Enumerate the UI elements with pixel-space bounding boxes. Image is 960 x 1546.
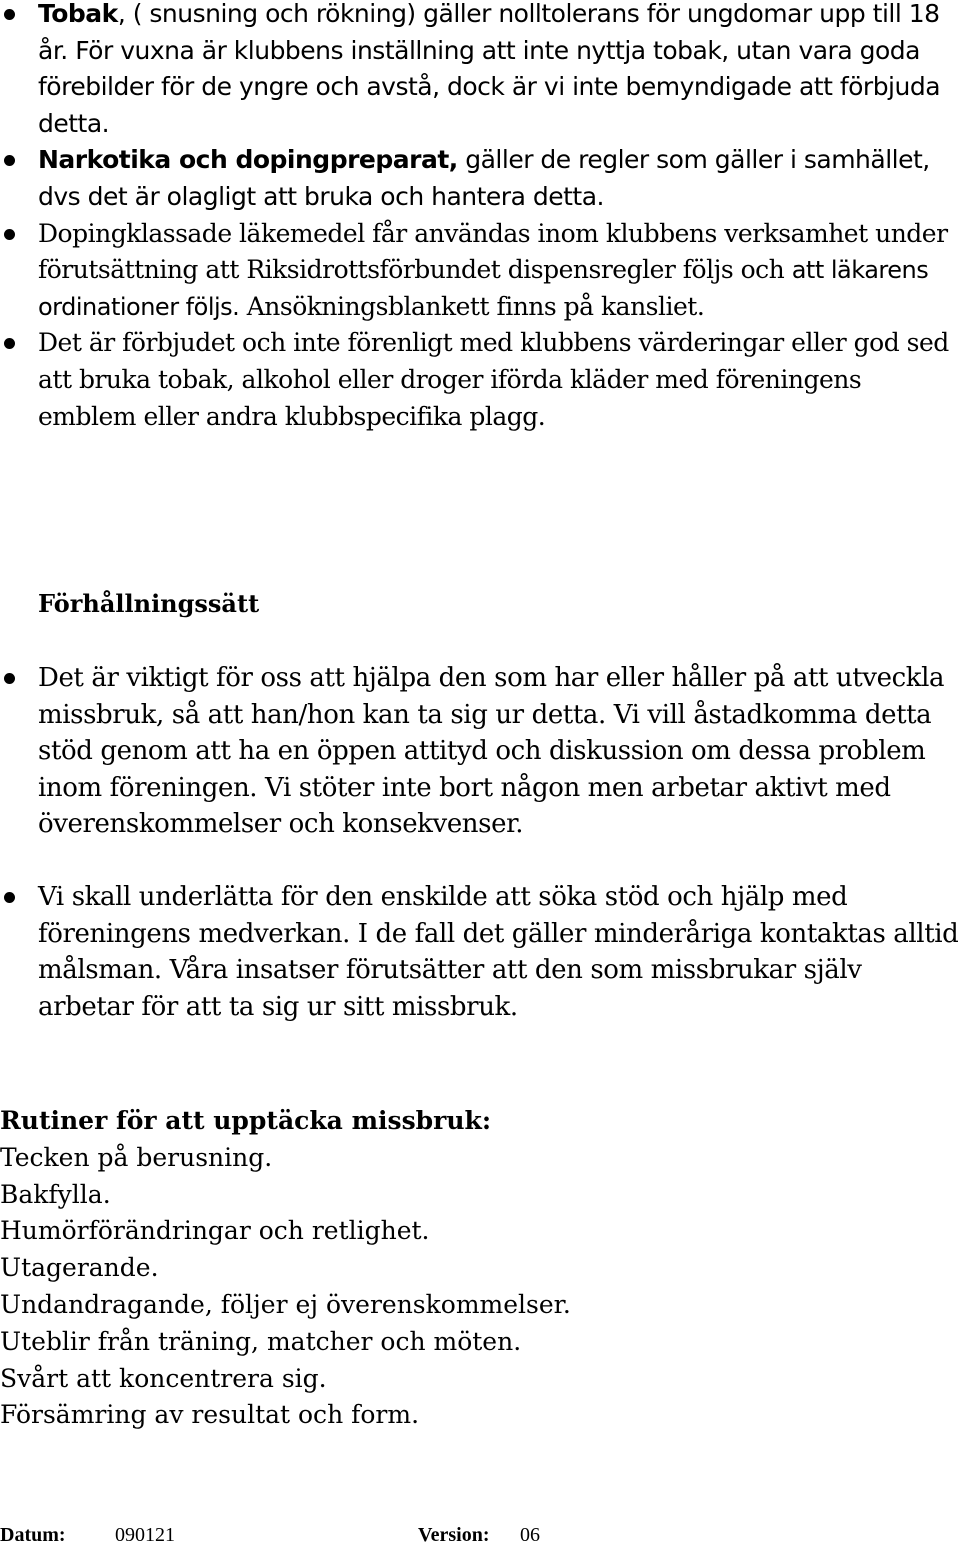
rule-item-dopingklassade	[0, 216, 960, 326]
routines-heading: Rutiner för att upptäcka missbruk:	[0, 1106, 492, 1135]
rule-item-narkotika	[0, 142, 960, 215]
version-label: Version:	[418, 1524, 490, 1546]
approach-item	[0, 879, 960, 1025]
routine-line: Svårt att koncentrera sig.	[0, 1363, 327, 1393]
bullet-icon	[4, 892, 15, 903]
approach-text: Det är viktigt för oss att hjälpa den som har eller håller på att utveckla missbruk, så att han/hon kan ta sig ur detta. Vi vill åstadkomma detta stöd genom att ha en öppen attityd och diskussion om dessa problem inom föreningen. Vi stöter inte bort någon men arbetar aktivt med överenskommelser och konsekvenser.	[38, 663, 945, 840]
bullet-icon	[4, 155, 15, 166]
rule-lead: Tobak	[38, 0, 118, 28]
routine-line: Humörförändringar och retlighet.	[0, 1216, 430, 1246]
date-label: Datum:	[0, 1524, 66, 1546]
rule-text-sans: att läkarens ordinationer följs.	[38, 256, 929, 321]
routine-line: Undandragande, följer ej överenskommelser.	[0, 1289, 571, 1319]
rule-text: Dopingklassade läkemedel får användas inom klubbens verksamhet under förutsättning att Riksidrottsförbundet dispensregler följs och	[38, 218, 948, 285]
approach-text: Vi skall underlätta för den enskilde att söka stöd och hjälp med föreningens medverkan. I de fall det gäller minderåriga kontaktas alltid målsman. Våra insatser förutsätter att den som missbrukar själv arbetar för att ta sig ur sitt missbruk.	[38, 881, 959, 1022]
rule-lead: Narkotika och dopingpreparat,	[38, 145, 458, 175]
rule-item-forbjudet	[0, 325, 960, 435]
routine-line: Utagerande.	[0, 1253, 159, 1283]
approach-item	[0, 660, 960, 843]
approach-heading: Förhållningssätt	[38, 589, 260, 618]
rule-text-end: Ansökningsblankett finns på kansliet.	[239, 291, 705, 321]
routine-line: Bakfylla.	[0, 1179, 111, 1209]
bullet-icon	[4, 338, 15, 349]
version-value: 06	[520, 1524, 540, 1546]
approach-list	[0, 660, 960, 1025]
bullet-icon	[4, 673, 15, 684]
rule-text: Det är förbjudet och inte förenligt med klubbens värderingar eller god sed att bruka tobak, alkohol eller droger iförda kläder med föreningens emblem eller andra klubbspecifika plagg.	[38, 328, 949, 431]
routine-line: Tecken på berusning.	[0, 1142, 273, 1172]
bullet-icon	[4, 9, 15, 20]
routine-line: Försämring av resultat och form.	[0, 1400, 420, 1430]
routines-section	[0, 1103, 960, 1434]
rule-item-tobak	[0, 0, 960, 142]
bullet-icon	[4, 229, 15, 240]
date-value: 090121	[115, 1524, 175, 1546]
rule-text: , ( snusning och rökning) gäller nolltolerans för ungdomar upp till 18 år. För vuxna är klubbens inställning att inte nyttja tobak, utan vara goda förebilder för de yngre och avstå, dock är vi inte bemyndigade att förbjuda detta.	[38, 0, 941, 138]
rules-list	[0, 0, 960, 435]
routine-line: Uteblir från träning, matcher och möten.	[0, 1326, 522, 1356]
rule-text: gäller de regler som gäller i samhället, dvs det är olagligt att bruka och hantera detta.	[38, 145, 930, 211]
